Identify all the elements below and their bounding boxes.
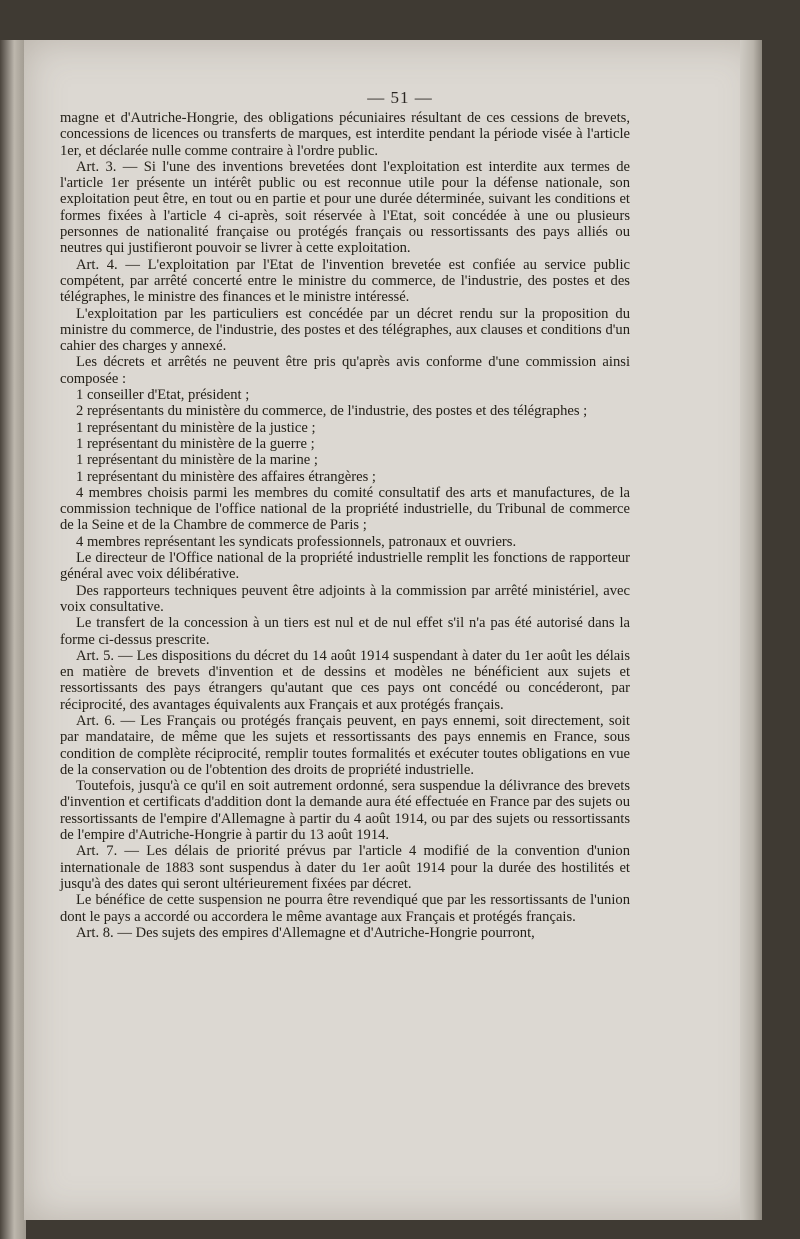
commission-member-item: 2 représentants du ministère du commerce, de l'industrie, des postes et des télégraphes ; (76, 403, 588, 420)
paragraph: Des rapporteurs techniques peuvent être adjoints à la commission par arrêté ministériel, avec voix consultative. (60, 582, 630, 615)
commission-member-item: 1 représentant du ministère de la justice ; (76, 419, 316, 436)
commission-member-item: 1 conseiller d'Etat, président ; (76, 387, 250, 404)
article-3-paragraph: Art. 3. — Si l'une des inventions brevetées dont l'exploitation est interdite aux termes de l'article 1er présente un intérêt public ou est reconnue utile pour la défense nationale, son exploitation peut être, en tout ou en partie et pour une durée déterminée, suivant les conditions et formes fixées à l'article 4 ci-après, soit réservée à l'Etat, soit concédée à une ou plusieurs personnes de nationalité française ou protégés français ou ressortissants des pays alliés ou neutres qui justifieront pouvoir se livrer à cette exploitation. (60, 158, 630, 257)
page-number: — 51 — (367, 88, 433, 107)
commission-member-item: 1 représentant du ministère de la marine ; (76, 452, 318, 469)
paragraph: L'exploitation par les particuliers est concédée par un décret rendu sur la proposition du ministre du commerce, de l'industrie, des postes et des télégraphes, aux clauses et conditions d'un cahier des charges y annexé. (60, 305, 630, 355)
paragraph: Toutefois, jusqu'à ce qu'il en soit autrement ordonné, sera suspendue la délivrance des brevets d'invention et certificats d'addition dont la demande aura été effectuée en France par des sujets ou ressortissants de l'empire d'Allemagne à partir du 4 août 1914, ou par des sujets ou ressortissants de l'empire d'Autriche-Hongrie à partir du 13 août 1914. (60, 778, 630, 844)
article-6-paragraph: Art. 6. — Les Français ou protégés français peuvent, en pays ennemi, soit directement, soit par mandataire, de même que les sujets et ressortissants des pays ennemis en France, sous condition de complète réciprocité, remplir toutes formalités et exécuter toutes obligations en vue de la conservation ou de l'obtention des droits de propriété industrielle. (60, 712, 630, 778)
paragraph: Le directeur de l'Office national de la propriété industrielle remplit les fonctions de rapporteur général avec voix délibérative. (60, 550, 630, 583)
paragraph: magne et d'Autriche-Hongrie, des obligations pécuniaires résultant de ces cessions de brevets, concessions de licences ou transferts de marques, est interdite pendant la période visée à l'article 1er, et déclarée nulle comme contraire à l'ordre public. (60, 110, 630, 159)
paragraph: Le bénéfice de cette suspension ne pourra être revendiqué que par les ressortissants de l'union dont le pays a accordé ou accordera le même avantage aux Français et protégés français. (60, 892, 630, 925)
paragraph: Les décrets et arrêtés ne peuvent être pris qu'après avis conforme d'une commission ainsi composée : (60, 354, 630, 387)
paragraph: Le transfert de la concession à un tiers est nul et de nul effet s'il n'a pas été autorisé dans la forme ci-dessus prescrite. (60, 615, 630, 648)
article-8-paragraph: Art. 8. — Des sujets des empires d'Allemagne et d'Autriche-Hongrie pourront, (76, 924, 535, 941)
article-4-paragraph: Art. 4. — L'exploitation par l'Etat de l'invention brevetée est confiée au service public compétent, par arrêté concerté entre le ministre du commerce, de l'industrie, des postes et des télégraphes, le ministre des finances et le ministre intéressé. (60, 256, 630, 306)
commission-member-item: 1 représentant du ministère de la guerre ; (76, 435, 315, 452)
commission-member-item: 1 représentant du ministère des affaires étrangères ; (76, 468, 376, 485)
body-text (60, 110, 630, 941)
previous-page-edge (0, 40, 26, 1239)
commission-member-item: 4 membres représentant les syndicats professionnels, patronaux et ouvriers. (76, 533, 517, 550)
article-5-paragraph: Art. 5. — Les dispositions du décret du 14 août 1914 suspendant à dater du 1er août les délais en matière de brevets d'invention et de dessins et modèles ne bénéficient aux sujets et ressortissants des pays étrangers qu'autant que ces pays ont concédé ou concéderont, par réciprocité, des avantages équivalents aux Français et aux protégés français. (60, 647, 630, 713)
commission-member-item: 4 membres choisis parmi les membres du comité consultatif des arts et manufactures, de la commission technique de l'office national de la propriété industrielle, du Tribunal de commerce de la Seine et de la Chambre de commerce de Paris ; (60, 484, 630, 534)
article-7-paragraph: Art. 7. — Les délais de priorité prévus par l'article 4 modifié de la convention d'union internationale de 1883 sont suspendus à dater du 1er août 1914 pour la durée des hostilités et jusqu'à des dates qui seront ultérieurement fixées par décret. (60, 843, 630, 892)
page-stack-edge (740, 40, 762, 1220)
